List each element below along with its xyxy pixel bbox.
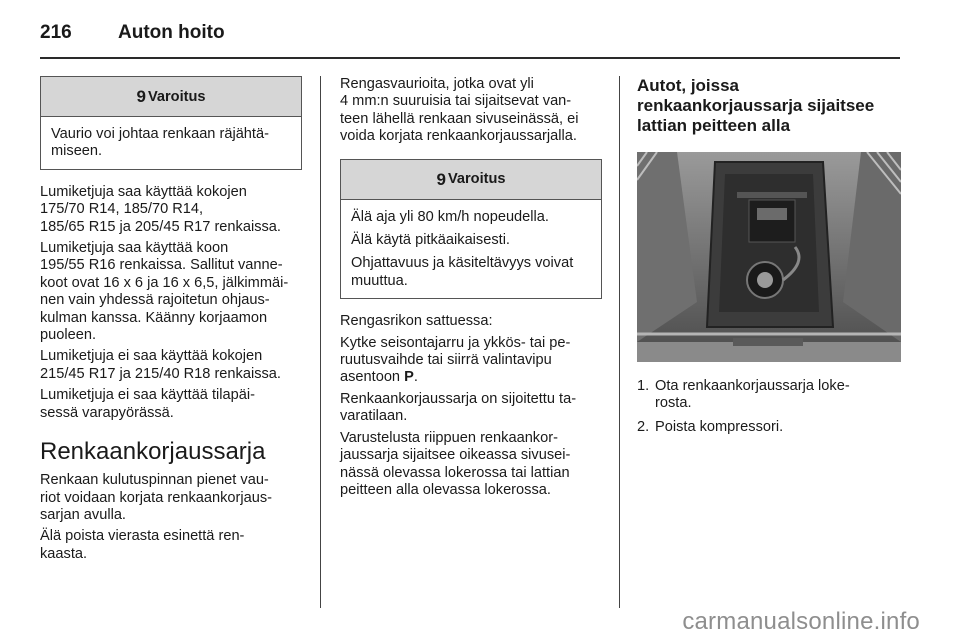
section-title: Renkaankorjaussarja — [40, 438, 266, 466]
warning-body — [41, 117, 301, 169]
paragraph-chain-sizes-2: Lumiketjuja saa käyttää koon 195/55 R16 renkaissa. Sallitut vanne- koot ovat 16 x 6 ja 16 x 6,5, jälkimmäi- nen vain yhdessä rajoitetun ohjaus- kulman kanssa. Käänny korjaamon puoleen. — [40, 240, 289, 344]
subsection-heading: Autot, joissa renkaankorjaussarja sijaitsee lattian peitteen alla — [637, 76, 875, 135]
paragraph-kit-location: Renkaankorjaussarja on sijoitettu ta- varatilaan. — [340, 390, 577, 425]
steps-list — [637, 378, 901, 436]
trunk-photo — [637, 152, 901, 362]
column-divider-1 — [320, 76, 321, 608]
paragraph-chain-forbidden: Lumiketjuja ei saa käyttää kokojen 215/45 R17 ja 215/40 R18 renkaissa. — [40, 348, 281, 382]
column-divider-2 — [619, 76, 620, 608]
warning-body — [341, 200, 601, 299]
list-item: 2. Poista kompressori. — [637, 418, 784, 435]
warning-text: Vaurio voi johtaa renkaan räjähtä- miseen. — [51, 126, 269, 160]
warning-text-handling: Ohjattavuus ja käsiteltävyys voivat muuttua. — [351, 255, 574, 289]
paragraph-damage-limit: Rengasvaurioita, jotka ovat yli 4 mm:n suuruisia tai sijaitsevat van- teen lähellä renkaan sivuseinässä, ei voida korjata renkaankorjaussarjalla. — [340, 76, 579, 145]
page-title: Auton hoito — [118, 22, 225, 43]
gear-position-p: P — [404, 369, 414, 386]
warning-text-duration: Älä käytä pitkäaikaisesti. — [351, 232, 510, 249]
warning-title: Varoitus — [447, 171, 506, 188]
paragraph-kit-variants: Varustelusta riippuen renkaankor- jaussarja sijaitsee oikeassa sivusei- nässä olevassa lokerossa tai lattian peitteen alla olevassa lokerossa. — [340, 429, 571, 498]
warning-icon: 9 — [436, 169, 446, 189]
list-item: 1. Ota renkaankorjaussarja loke- rosta. — [637, 378, 850, 412]
paragraph-puncture: Rengasrikon sattuessa: — [340, 313, 493, 330]
paragraph-chain-sizes-1: Lumiketjuja saa käyttää kokojen 175/70 R14, 185/70 R14, 185/65 R15 ja 205/45 R17 renkaissa. — [40, 183, 281, 235]
warning-title: Varoitus — [147, 88, 206, 105]
watermark: carmanualsonline.info — [682, 608, 920, 635]
paragraph-parking-brake: Kytke seisontajarru ja ykkös- tai pe- ruutusvaihde tai siirrä valintavipu asentoon P. — [340, 334, 571, 386]
warning-text-speed: Älä aja yli 80 km/h nopeudella. — [351, 208, 549, 225]
page-header — [40, 18, 225, 48]
column-3 — [637, 76, 901, 442]
column-1 — [40, 76, 302, 567]
warning-icon: 9 — [136, 87, 146, 106]
column-2 — [340, 76, 602, 503]
paragraph-repair-kit: Renkaan kulutuspinnan pienet vau- riot voidaan korjata renkaankorjaus- sarjan avulla. — [40, 472, 273, 523]
paragraph-chain-spare: Lumiketjuja ei saa käyttää tilapäi- sessä varapyörässä. — [40, 387, 255, 421]
warning-box-2 — [340, 159, 602, 300]
warning-box-1 — [40, 76, 302, 170]
header-divider — [40, 57, 900, 59]
warning-header — [341, 160, 601, 200]
paragraph-foreign-object: Älä poista vierasta esinettä ren- kaasta. — [40, 528, 245, 562]
page-number: 216 — [40, 22, 72, 43]
trunk-floor-illustration — [637, 152, 901, 362]
warning-header — [41, 77, 301, 117]
